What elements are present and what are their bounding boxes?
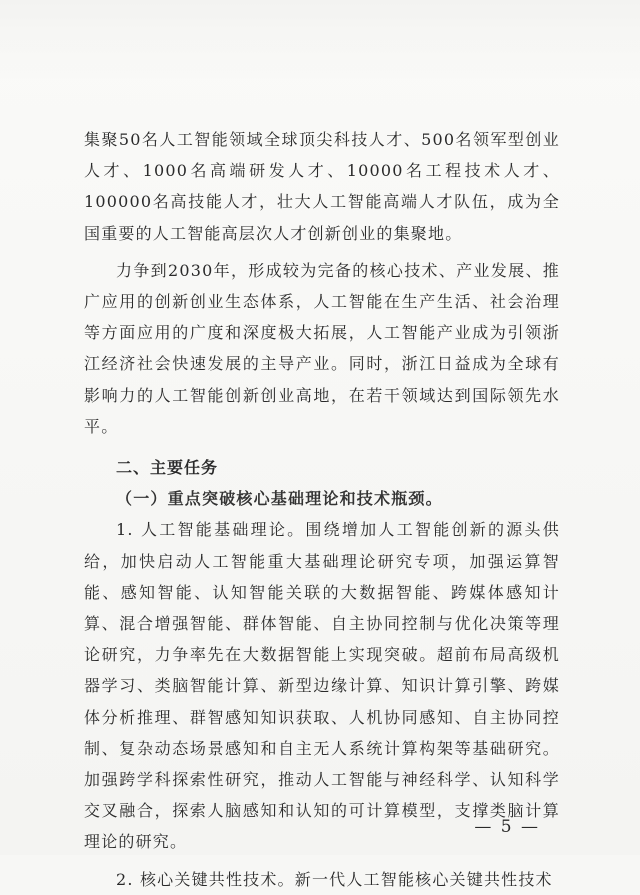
document-body — [84, 124, 560, 895]
paragraph-spacer — [84, 442, 560, 448]
paragraph-core-technology: 2. 核心关键共性技术。新一代人工智能核心关键共性技术 — [116, 869, 553, 889]
paragraph-basic-theory: 1. 人工智能基础理论。围绕增加人工智能创新的源头供给，加快启动人工智能重大基础理论研究专项，加强运算智能、感知智能、认知智能关联的大数据智能、跨媒体感知计算、混合增强智能、群体智能、自主协同控制与优化决策等理论研究，力争率先在大数据智能上实现突破。超前布局高级机器学习、类脑智能计算、新型边缘计算、知识计算引擎、跨媒体分析推理、群智感知知识获取、人机协同感知、自主协同控制、复杂动态场景感知和自主无人系统计算构架等基础研究。加强跨学科探索性研究，推动人工智能与神经科学、认知科学交叉融合，探索人脑感知和认知的可计算模型，支撑类脑计算理论的研究。 — [84, 520, 560, 852]
subsection-heading: （一）重点突破核心基础理论和技术瓶颈。 — [116, 489, 443, 509]
paragraph-talent-goals: 集聚50名人工智能领域全球顶尖科技人才、500名领军型创业人才、1000名高端研发人才、10000名工程技术人才、100000名高技能人才，壮大人工智能高端人才队伍，成为全国重要的人工智能高层次人才创新创业的集聚地。 — [84, 130, 560, 243]
paragraph-2030-goals: 力争到2030年，形成较为完备的核心技术、产业发展、推广应用的创新创业生态体系，人工智能在生产生活、社会治理等方面应用的广度和深度极大拓展，人工智能产业成为引领浙江经济社会快速发展的主导产业。同时，浙江日益成为全球有影响力的人工智能创新创业高地，在若干领域达到国际领先水平。 — [84, 260, 560, 436]
scan-shading — [0, 0, 640, 80]
section-heading: 二、主要任务 — [116, 458, 219, 478]
page-number: — 5 — — [474, 817, 540, 837]
